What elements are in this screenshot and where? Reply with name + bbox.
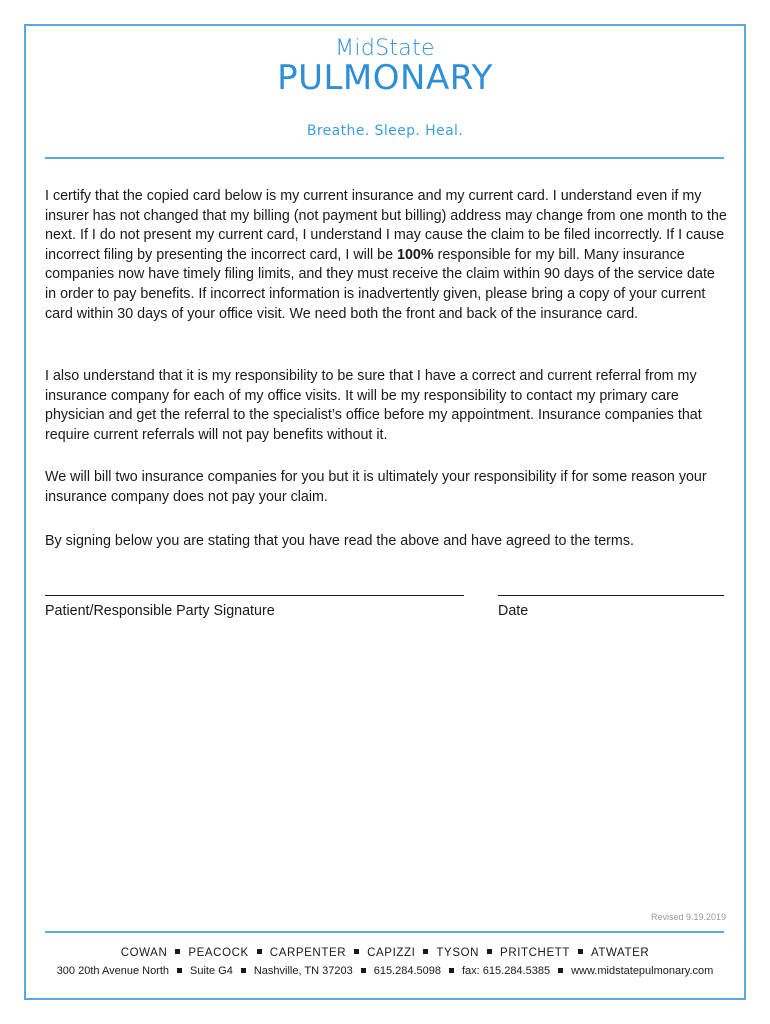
page-border [24,24,746,1000]
address-city: Nashville, TN 37203 [253,965,353,977]
partner-name: CARPENTER [269,947,347,959]
partner-name: COWAN [120,947,168,959]
paragraph-agreement: By signing below you are stating that you have read the above and have agreed to the terms. [45,533,634,549]
logo-pulmonary: PULMONARY [277,58,493,98]
partner-name: PRITCHETT [500,947,570,959]
separator-square-icon [177,968,182,973]
separator-square-icon [241,968,246,973]
date-label: Date [498,603,529,619]
tagline: Breathe. Sleep. Heal. [306,123,464,139]
header-divider [45,157,724,159]
date-line[interactable] [498,595,724,596]
separator-square-icon [361,968,366,973]
partner-name: TYSON [436,947,480,959]
partner-names [0,947,770,959]
separator-square-icon [257,949,262,954]
separator-square-icon [175,949,180,954]
signature-label: Patient/Responsible Party Signature [45,603,275,619]
separator-square-icon [487,949,492,954]
separator-square-icon [578,949,583,954]
paragraph-text: responsible for my bill. Many insurance companies now have timely filing limits, and they must receive the claim within 90 days of the service date in order to pay benefits. If incorrect information is inadvertently given, please bring a copy of your current card within 30 days of your office visit. We need both the front and back of the insurance card. [45,246,715,322]
signature-line[interactable] [45,595,464,596]
logo-midstate: MidState [335,36,435,61]
separator-square-icon [449,968,454,973]
address-suite: Suite G4 [190,965,233,977]
footer-divider [45,931,724,933]
bold-percentage: 100% [397,246,434,263]
phone-number: 615.284.5098 [373,965,441,977]
website-link[interactable]: www.midstatepulmonary.com [571,965,714,977]
separator-square-icon [423,949,428,954]
partner-name: ATWATER [590,947,650,959]
paragraph-billing: We will bill two insurance companies for you but it is ultimately your responsibility if for some reason your insurance company does not pay your claim. [45,469,707,505]
address-street: 300 20th Avenue North [56,965,170,977]
paragraph-insurance-card [45,187,727,324]
paragraph-referral: I also understand that it is my responsibility to be sure that I have a correct and current referral from my insurance company for each of my office visits. It will be my responsibility to contact my primary care physician and get the referral to the specialist’s office before my appointment. Insurance companies that require current referrals will not pay benefits without it. [45,368,702,443]
separator-square-icon [558,968,563,973]
partner-name: PEACOCK [188,947,249,959]
partner-name: CAPIZZI [367,947,416,959]
contact-info [0,965,770,977]
separator-square-icon [354,949,359,954]
paragraph-text: I certify that the copied card below is my current insurance and my current card. I understand even if my insurer has not changed that my billing (not payment but billing) address may change from one month to the next. If I do not present my current card, I understand I may cause the claim to be filed incorrectly. If I cause incorrect filing by presenting the incorrect card, I will be [45,188,727,263]
fax-number: fax: 615.284.5385 [462,965,551,977]
revised-date: Revised 9.19.2019 [650,912,726,922]
